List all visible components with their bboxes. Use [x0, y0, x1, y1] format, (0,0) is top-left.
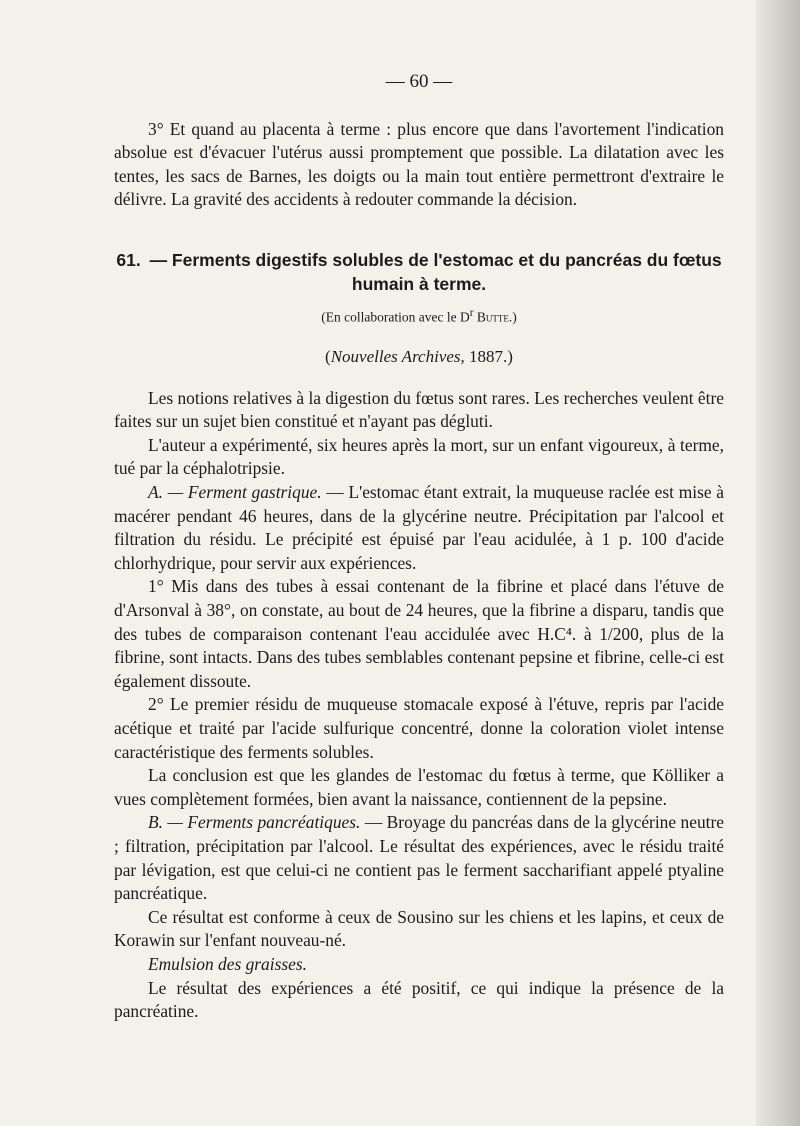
- paragraph-6: La conclusion est que les glandes de l'estomac du fœtus à terme, que Kölliker a vues complètement formées, bien avant la naissance, contiennent de la pepsine.: [114, 765, 724, 809]
- page-number: — 60 —: [385, 71, 453, 92]
- paragraph-9: [114, 953, 724, 977]
- paragraph-3-label: A. — Ferment gastrique.: [148, 482, 322, 503]
- paragraph-7: [114, 811, 724, 905]
- paragraph-2: L'auteur a expérimenté, six heures après la mort, sur un enfant vigoureux, à terme, tué par la céphalotripsie.: [114, 434, 724, 479]
- paragraph-4: 1° Mis dans des tubes à essai contenant de la fibrine et placé dans l'étuve de d'Arsonval à 38°, on constate, au bout de 24 heures, que la fibrine a disparu, tandis que des tubes de comparaison contenant l'eau accidulée avec H.C⁴. à 1/200, plus de la fibrine, sont intacts. Dans des tubes semblables contenant pepsine et fibrine, celle-ci est également dissoute.: [114, 576, 724, 691]
- paragraph-7-label: B. — Ferments pancréatiques.: [148, 812, 361, 833]
- page-content: [114, 70, 724, 1024]
- paragraph-1: Les notions relatives à la digestion du fœtus sont rares. Les recherches veulent être faites sur un sujet bien constitué et n'ayant pas dégluti.: [114, 387, 724, 432]
- paragraph-5: 2° Le premier résidu de muqueuse stomacale exposé à l'étuve, repris par l'acide acétique et traité par l'acide sulfurique concentré, donne la coloration violet intense caractéristique des ferments solubles.: [114, 694, 724, 762]
- collab-suffix: .): [508, 309, 517, 325]
- section-number: 61.: [116, 249, 141, 270]
- paragraph-10: Le résultat des expériences a été positif, ce qui indique la présence de la pancréatine.: [114, 977, 724, 1022]
- paragraph-3-text: — L'estomac étant extrait, la muqueuse raclée est mise à macérer pendant 46 heures, dans de la glycérine neutre. Précipitation par l'alcool et filtration du résidu. Le précipité est épuisé par l'eau acidulée, à 1 p. 100 d'acide chlorhydrique, pour servir aux expériences.: [114, 482, 725, 573]
- collaboration-note: [114, 302, 724, 329]
- collab-name: Butte: [476, 309, 509, 325]
- paragraph-3: [114, 481, 724, 575]
- source-journal: Nouvelles Archives: [330, 347, 461, 367]
- paragraph-placenta: 3° Et quand au placenta à terme : plus encore que dans l'avortement l'indication absolue est d'évacuer l'utérus aussi promptement que possible. La dilatation avec les tentes, les sacs de Barnes, les doigts ou la main tout entière permettront d'extraire le délivre. La gravité des accidents à redouter commande la décision.: [114, 118, 724, 210]
- source-year: , 1887.): [460, 347, 513, 367]
- source-citation: [114, 345, 724, 369]
- source-open: (: [325, 347, 331, 367]
- collab-sup: r: [469, 306, 474, 319]
- paragraph-9-label: Emulsion des graisses.: [148, 953, 307, 974]
- paragraph-7-text: — Broyage du pancréas dans de la glycérine neutre ; filtration, précipitation par l'alcool. Le résultat des expériences, avec le résidu traité par lévigation, est que celui-ci ne contient pas le ferment saccharifiant appelé ptyaline pancréatique.: [114, 812, 724, 904]
- section-title: — Ferments digestifs solubles de l'estomac et du pancréas du fœtus humain à terme.: [149, 249, 722, 294]
- collab-prefix: (En collaboration avec le D: [321, 309, 470, 325]
- paragraph-8: Ce résultat est conforme à ceux de Sousino sur les chiens et les lapins, et ceux de Korawin sur l'enfant nouveau-né.: [114, 906, 724, 951]
- page-edge-shadow: [756, 0, 800, 1126]
- section-heading: [114, 248, 724, 296]
